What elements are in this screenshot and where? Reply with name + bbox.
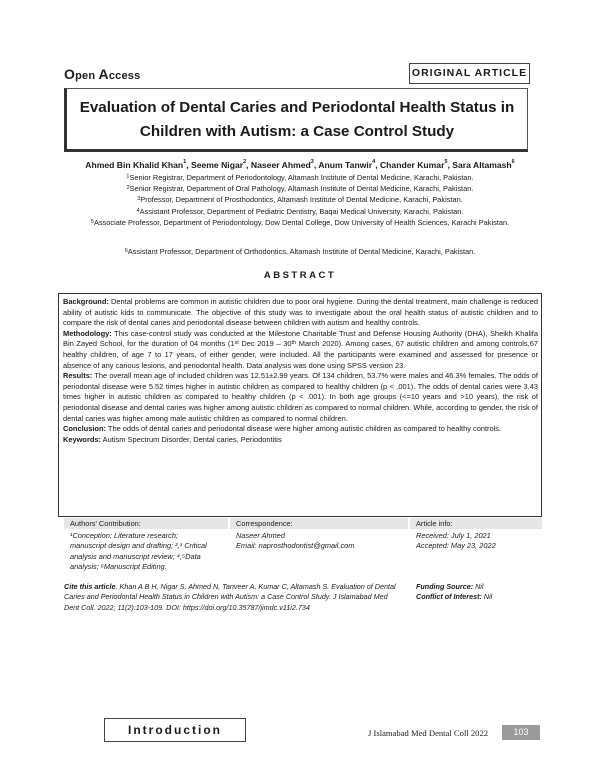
journal-footer: J Islamabad Med Dental Coll 2022 (368, 728, 489, 738)
introduction-heading: Introduction (104, 718, 246, 742)
open-access-label: Open Access (64, 66, 141, 82)
abstract-results: Results: The overall mean age of included children was 12.51±2.99 years. Of 134 children, 53.7% were males and 46.3% females. The odds of periodontal disease were 5.52 times higher in autistic children as compared to healthy children (p < .001). The odds of dental caries were 3.43 times higher in autistic children as compared to healthy children (p < .001). In both age groups (<=10 years and >10 years), the risk of periodontal disease and dental caries was higher among autistic children as compared to normal children. While, according to gender, the risk of dental caries was higher among male autistic children as compared to normal children. (63, 371, 538, 423)
affiliation: $^5$Associate Professor, Department of Periodontology, Dow Dental College, Dow University of Health Sciences, Karachi Pakistan. (90, 218, 510, 227)
author: Anum Tanwir$^4$ (318, 159, 376, 170)
affiliation: $^2$Senior Registrar, Department of Oral Pathology, Altamash Institute of Dental Medicine, Karachi, Pakistan. (126, 184, 474, 193)
funding-source: Funding Source: Nil (416, 582, 484, 591)
article-info-text: Received: July 1, 2021 Accepted: May 23, 2022 (416, 531, 496, 551)
citation: Cite this article. Khan A B H, Nigar S, Ahmed N, Tanveer A, Kumar C, Altamash S. Evaluation of Dental Caries and Periodontal Health Status in Children with Autism: a Case Control Study. J Islamabad Med Dent Coll. 2022; 11(2):103-109. DOI: https://doi.org/10.35787/jimdc.v11i2.734 (64, 582, 396, 612)
correspondence-text: Naseer Ahmed Email: naprosthodontist@gmail.com (236, 531, 406, 552)
author: Naseer Ahmed$^3$ (250, 159, 314, 170)
author-list: Ahmed Bin Khalid Khan$^1$, Seeme Nigar$^2$, Naseer Ahmed$^3$, Anum Tanwir$^4$, Chander Kumar$^5$, Sara Altamash$^6$ (85, 159, 515, 170)
abstract-heading: ABSTRACT (263, 270, 337, 281)
contribution-heading: Authors' Contribution: (64, 518, 228, 529)
author: Seeme Nigar$^2$ (191, 159, 247, 170)
email-link[interactable]: Email: naprosthodontist@gmail.com (236, 541, 355, 551)
abstract-background: Background: Dental problems are common in autistic children due to poor oral hygiene. During the dental treatment, main challenge is reduced ability of autistic kids to communicate. The objective of this study was to investigate about the oral health status of autistic children and to compare the risk of dental caries and periodontal disease between children with autism and healthy controls. (63, 297, 538, 328)
contribution-text: ¹Conception; Literature research; manuscript design and drafting; ²,³ Critical analysis and manuscript review; ⁴,⁵Data analysis; ⁶Manuscript Editing. (70, 531, 207, 571)
abstract-keywords: Keywords: Autism Spectrum Disorder, Dental caries, Periodontitis (63, 434, 282, 444)
page-number: 103 (502, 725, 540, 740)
funding-info (416, 582, 492, 603)
article-type-badge: ORIGINAL ARTICLE (409, 63, 530, 84)
affiliation: $^3$Professor, Department of Prosthodontics, Altamash Institute of Dental Medicine, Karachi, Pakistan. (137, 195, 463, 204)
title-line-1: Evaluation of Dental Caries and Periodontal Health Status in (79, 99, 515, 116)
correspondence-heading: Correspondence: (230, 518, 408, 529)
paper-title (64, 88, 528, 152)
article-info-heading: Article info: (410, 518, 542, 529)
author: Sara Altamash$^6$ (452, 159, 515, 170)
affiliation: $^1$Senior Registrar, Department of Periodontology, Altamash Institute of Dental Medicine, Karachi, Pakistan. (126, 173, 474, 182)
title-line-2: Children with Autism: a Case Control Study (139, 123, 455, 140)
conflict-of-interest: Conflict of Interest: Nil (416, 592, 493, 602)
affiliation: $^6$Assistant Professor, Department of Orthodontics, Altamash Institute of Dental Medicine, Karachi, Pakistan. (124, 247, 476, 256)
author: Ahmed Bin Khalid Khan$^1$ (85, 159, 187, 170)
abstract-box (58, 293, 542, 517)
abstract-conclusion: Conclusion: The odds of dental caries and periodontal disease were higher among autistic children as compared to healthy controls. (63, 424, 502, 434)
abstract-methodology: Methodology: This case-control study was conducted at the Milestone Charitable Trust and Defense Housing Authority (DHA), Sheikh Khalifa Bin Zayed School, for the duration of 04 months (1st Dec 2019 – 30th March 2020). Among cases, 67 autistic children and among controls,67 healthy children, of age 7 to 17 years, of either gender, were included. All the participants were examined and assessed for presence or absence of any carious lesions, and periodontal health. Data analysis was done using SPSS version 23. (63, 328, 538, 370)
author: Chander Kumar$^5$ (379, 159, 448, 170)
affiliation: $^4$Assistant Professor, Department of Pediatric Dentistry, Baqai Medical University, Karachi, Pakistan. (136, 207, 464, 216)
